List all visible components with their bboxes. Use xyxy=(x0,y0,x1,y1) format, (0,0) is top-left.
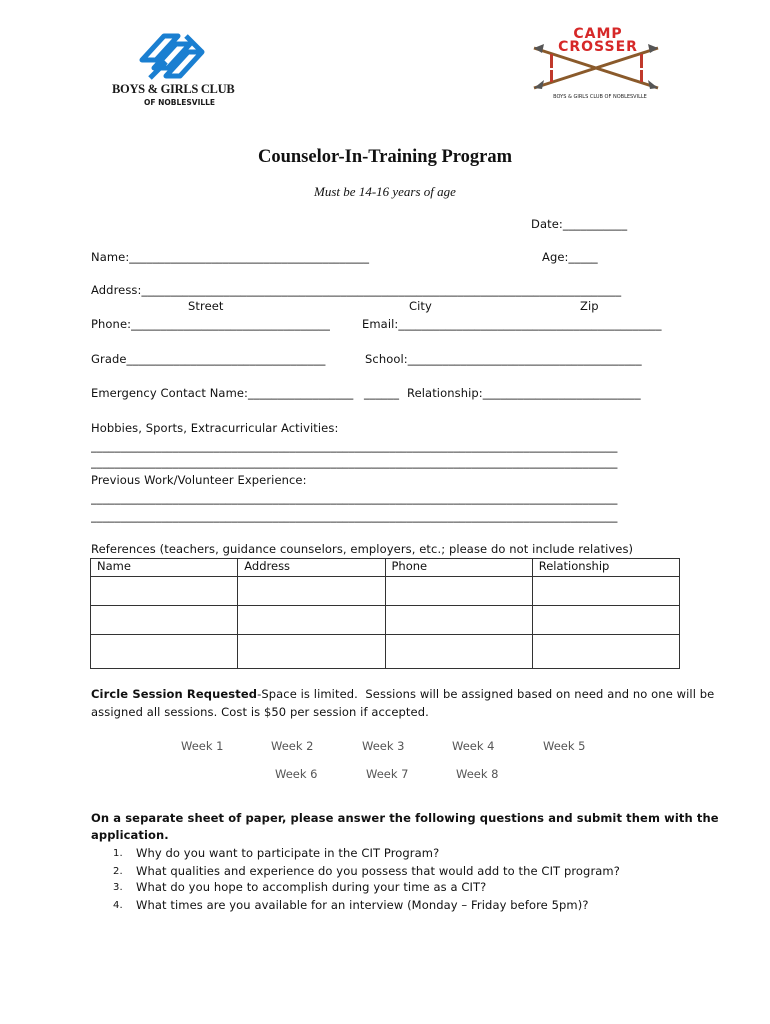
relationship-field[interactable]: Relationship:___________________________ xyxy=(407,386,641,400)
question-number: 3. xyxy=(113,882,123,893)
header-relationship: Relationship xyxy=(532,559,679,577)
table-cell[interactable] xyxy=(385,577,532,606)
question-number: 1. xyxy=(113,848,123,859)
bgc-logo-location: OF NOBLESVILLE xyxy=(144,98,216,107)
city-label: City xyxy=(409,299,432,313)
camp-logo-line1: CAMP xyxy=(573,26,623,42)
table-header-row xyxy=(91,559,680,577)
references-intro: References (teachers, guidance counselors, employers, etc.; please do not include relatives) xyxy=(91,542,634,556)
table-cell[interactable] xyxy=(532,606,679,635)
table-cell[interactable] xyxy=(91,606,238,635)
table-cell[interactable] xyxy=(385,635,532,669)
table-cell[interactable] xyxy=(238,606,385,635)
emergency-contact-field[interactable]: Emergency Contact Name:__________________ xyxy=(91,386,354,400)
session-note-2: assigned all sessions. Cost is $50 per session if accepted. xyxy=(91,705,429,719)
session-heading: Circle Session Requested xyxy=(91,687,258,701)
table-cell[interactable] xyxy=(532,635,679,669)
week-6-option[interactable]: Week 6 xyxy=(275,767,318,781)
hobbies-line-2[interactable]: __________________________________________________________________________________________ xyxy=(91,455,618,469)
week-5-option[interactable]: Week 5 xyxy=(543,739,586,753)
volunteer-line-1[interactable]: __________________________________________________________________________________________ xyxy=(91,491,618,505)
camp-logo-caption: BOYS & GIRLS CLUB OF NOBLESVILLE xyxy=(553,94,647,100)
table-row xyxy=(91,577,680,606)
references-table xyxy=(90,558,680,669)
school-field[interactable]: School:________________________________________ xyxy=(365,352,642,366)
week-8-option[interactable]: Week 8 xyxy=(456,767,499,781)
week-7-option[interactable]: Week 7 xyxy=(366,767,409,781)
header-address: Address xyxy=(238,559,385,577)
boys-girls-club-logo xyxy=(106,26,256,112)
email-field[interactable]: Email:_____________________________________________ xyxy=(362,317,662,331)
bgc-logo-name: BOYS & GIRLS CLUB xyxy=(112,82,235,96)
address-field[interactable]: Address:__________________________________________________________________________________ xyxy=(91,283,622,297)
table-cell[interactable] xyxy=(238,577,385,606)
name-field[interactable]: Name:_________________________________________ xyxy=(91,250,370,264)
week-1-option[interactable]: Week 1 xyxy=(181,739,224,753)
street-label: Street xyxy=(188,299,224,313)
age-requirement: Must be 14-16 years of age xyxy=(314,184,456,199)
week-2-option[interactable]: Week 2 xyxy=(271,739,314,753)
table-cell[interactable] xyxy=(91,577,238,606)
week-3-option[interactable]: Week 3 xyxy=(362,739,405,753)
emergency-contact-extension: ______ xyxy=(364,386,400,400)
phone-field[interactable]: Phone:__________________________________ xyxy=(91,317,330,331)
session-note-1: -Space is limited. Sessions will be assigned based on need and no one will be xyxy=(257,687,715,701)
header-phone: Phone xyxy=(385,559,532,577)
page-title: Counselor-In-Training Program xyxy=(257,147,513,167)
question-text: Why do you want to participate in the CIT Program? xyxy=(136,846,440,860)
week-4-option[interactable]: Week 4 xyxy=(452,739,495,753)
zip-label: Zip xyxy=(580,299,599,313)
grade-field[interactable]: Grade__________________________________ xyxy=(91,352,326,366)
volunteer-line-2[interactable]: __________________________________________________________________________________________ xyxy=(91,509,618,523)
volunteer-label: Previous Work/Volunteer Experience: xyxy=(91,473,307,487)
question-number: 4. xyxy=(113,900,123,911)
questions-intro-1: On a separate sheet of paper, please answer the following questions and submit them with the xyxy=(91,811,719,825)
question-text: What do you hope to accomplish during your time as a CIT? xyxy=(136,880,487,894)
table-row xyxy=(91,635,680,669)
date-field[interactable]: Date:___________ xyxy=(531,217,628,231)
question-number: 2. xyxy=(113,866,123,877)
table-row xyxy=(91,606,680,635)
table-cell[interactable] xyxy=(238,635,385,669)
table-cell[interactable] xyxy=(532,577,679,606)
age-field[interactable]: Age:_____ xyxy=(542,250,598,264)
questions-intro-2: application. xyxy=(91,828,169,842)
hobbies-line-1[interactable]: __________________________________________________________________________________________ xyxy=(91,439,618,453)
question-text: What times are you available for an interview (Monday – Friday before 5pm)? xyxy=(136,898,589,912)
table-cell[interactable] xyxy=(385,606,532,635)
camp-logo-line2: CROSSER xyxy=(558,39,638,55)
header-name: Name xyxy=(91,559,238,577)
hobbies-label: Hobbies, Sports, Extracurricular Activities: xyxy=(91,421,339,435)
question-text: What qualities and experience do you possess that would add to the CIT program? xyxy=(136,864,620,878)
session-line-1 xyxy=(91,687,714,701)
table-cell[interactable] xyxy=(91,635,238,669)
camp-crosser-logo xyxy=(530,26,666,108)
